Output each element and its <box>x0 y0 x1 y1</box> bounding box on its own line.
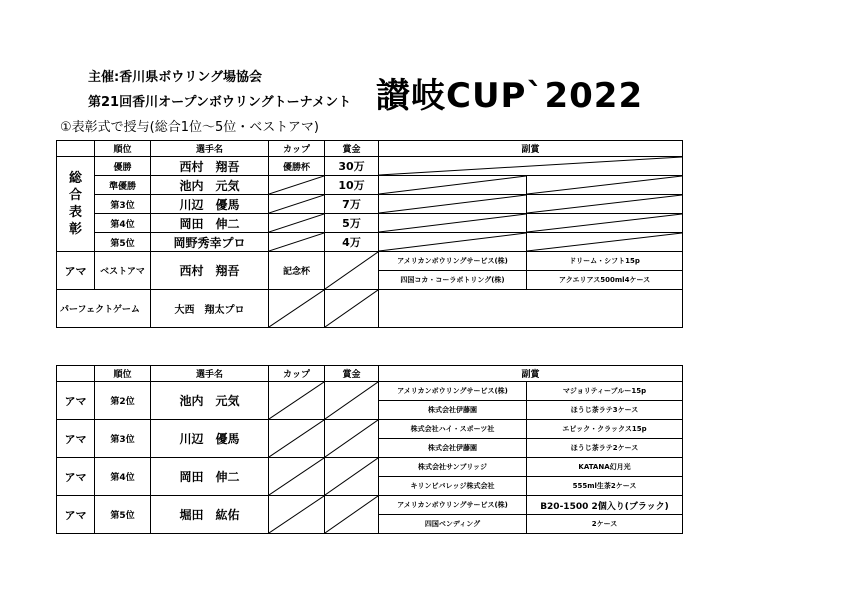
prize-cell: 4万 <box>325 233 379 252</box>
item-cell: ドリーム・シフト15p <box>527 252 683 271</box>
header-rank: 順位 <box>95 366 151 382</box>
table-row <box>57 157 683 176</box>
sponsor-cell: 四国コカ・コーラボトリング(株) <box>379 271 527 290</box>
header-cup: カップ <box>269 366 325 382</box>
ama-label: アマ <box>57 420 95 458</box>
rank-cell: 第2位 <box>95 382 151 420</box>
prize-empty <box>325 252 379 290</box>
ceremony-note: ①表彰式で授与(総合1位～5位・ベストアマ) <box>60 120 319 135</box>
rank-cell: 第3位 <box>95 420 151 458</box>
player-cell: 池内 元気 <box>151 382 269 420</box>
prize-empty <box>325 458 379 496</box>
perfect-game-label: パーフェクトゲーム <box>57 290 151 328</box>
item-cell: ほうじ茶ラテ2ケース <box>527 439 683 458</box>
header-blank <box>57 366 95 382</box>
header-sub-prize: 副賞 <box>379 366 683 382</box>
table-row <box>57 233 683 252</box>
overall-awards-table <box>56 140 683 328</box>
cup-empty <box>269 290 325 328</box>
player-cell: 池内 元気 <box>151 176 269 195</box>
prize-empty <box>325 496 379 534</box>
cup-empty <box>269 420 325 458</box>
player-cell: 大西 翔太プロ <box>151 290 269 328</box>
sub-prize-empty <box>379 157 683 176</box>
player-cell: 西村 翔吾 <box>151 252 269 290</box>
sponsor-cell: 四国ベンディング <box>379 515 527 534</box>
header-blank <box>57 141 95 157</box>
sponsor-cell: アメリカンボウリングサービス(株) <box>379 382 527 401</box>
table-row <box>57 458 683 477</box>
sub-prize-empty <box>527 176 683 195</box>
rank-cell: 第5位 <box>95 496 151 534</box>
rank-cell: 優勝 <box>95 157 151 176</box>
cup-cell: 記念杯 <box>269 252 325 290</box>
header-rank: 順位 <box>95 141 151 157</box>
table-row <box>57 176 683 195</box>
item-cell: B20-1500 2個入り(ブラック) <box>527 496 683 515</box>
table-row <box>57 252 683 271</box>
sponsor-cell: キリンビバレッジ株式会社 <box>379 477 527 496</box>
sponsor-cell: アメリカンボウリングサービス(株) <box>379 252 527 271</box>
sponsor-cell: 株式会社伊藤園 <box>379 401 527 420</box>
sub-prize-blank <box>379 290 683 328</box>
cup-empty <box>269 382 325 420</box>
player-cell: 岡田 伸二 <box>151 214 269 233</box>
cup-empty <box>269 195 325 214</box>
prize-cell: 7万 <box>325 195 379 214</box>
table-row <box>57 290 683 328</box>
player-cell: 堀田 紘佑 <box>151 496 269 534</box>
header-prize: 賞金 <box>325 141 379 157</box>
header-player: 選手名 <box>151 141 269 157</box>
ama-label: アマ <box>57 458 95 496</box>
player-cell: 岡野秀幸プロ <box>151 233 269 252</box>
rank-cell: 第5位 <box>95 233 151 252</box>
prize-cell: 5万 <box>325 214 379 233</box>
table-row <box>57 496 683 515</box>
amateur-awards-table <box>56 365 683 534</box>
prize-empty <box>325 420 379 458</box>
ama-label: アマ <box>57 252 95 290</box>
cup-cell: 優勝杯 <box>269 157 325 176</box>
rank-cell: 準優勝 <box>95 176 151 195</box>
item-cell: エピック・クラックス15p <box>527 420 683 439</box>
sponsor-cell: 株式会社ハイ・スポーツ社 <box>379 420 527 439</box>
table2-header-row <box>57 366 683 382</box>
ama-label: アマ <box>57 382 95 420</box>
sub-prize-empty <box>527 233 683 252</box>
table-row <box>57 382 683 401</box>
header-prize: 賞金 <box>325 366 379 382</box>
table-row <box>57 420 683 439</box>
player-cell: 川辺 優馬 <box>151 420 269 458</box>
header-player: 選手名 <box>151 366 269 382</box>
player-cell: 岡田 伸二 <box>151 458 269 496</box>
prize-empty <box>325 290 379 328</box>
tournament-name: 第21回香川オープンボウリングトーナメント <box>88 95 352 110</box>
item-cell: KATANA幻月光 <box>527 458 683 477</box>
ama-label: アマ <box>57 496 95 534</box>
item-cell: マジョリティーブルー15p <box>527 382 683 401</box>
cup-empty <box>269 233 325 252</box>
cup-title: 讃岐CUP`2022 <box>376 76 644 116</box>
player-cell: 川辺 優馬 <box>151 195 269 214</box>
sponsor-cell: 株式会社サンブリッジ <box>379 458 527 477</box>
cup-empty <box>269 214 325 233</box>
sub-prize-empty <box>379 176 527 195</box>
prize-cell: 30万 <box>325 157 379 176</box>
sponsor-cell: アメリカンボウリングサービス(株) <box>379 496 527 515</box>
item-cell: 555ml生茶2ケース <box>527 477 683 496</box>
organizer-line: 主催:香川県ボウリング場協会 <box>88 70 262 85</box>
table-row <box>57 214 683 233</box>
overall-label: 総 合 表 彰 <box>57 157 95 252</box>
item-cell: 2ケース <box>527 515 683 534</box>
table-row <box>57 195 683 214</box>
rank-cell: ベストアマ <box>95 252 151 290</box>
prize-cell: 10万 <box>325 176 379 195</box>
prize-empty <box>325 382 379 420</box>
item-cell: アクエリアス500ml4ケース <box>527 271 683 290</box>
cup-empty <box>269 176 325 195</box>
sub-prize-empty <box>527 214 683 233</box>
player-cell: 西村 翔吾 <box>151 157 269 176</box>
sponsor-cell: 株式会社伊藤園 <box>379 439 527 458</box>
sub-prize-empty <box>527 195 683 214</box>
rank-cell: 第3位 <box>95 195 151 214</box>
sub-prize-empty <box>379 233 527 252</box>
rank-cell: 第4位 <box>95 214 151 233</box>
item-cell: ほうじ茶ラテ3ケース <box>527 401 683 420</box>
rank-cell: 第4位 <box>95 458 151 496</box>
header-sub-prize: 副賞 <box>379 141 683 157</box>
cup-empty <box>269 458 325 496</box>
sub-prize-empty <box>379 214 527 233</box>
cup-empty <box>269 496 325 534</box>
header-cup: カップ <box>269 141 325 157</box>
sub-prize-empty <box>379 195 527 214</box>
table1-header-row <box>57 141 683 157</box>
